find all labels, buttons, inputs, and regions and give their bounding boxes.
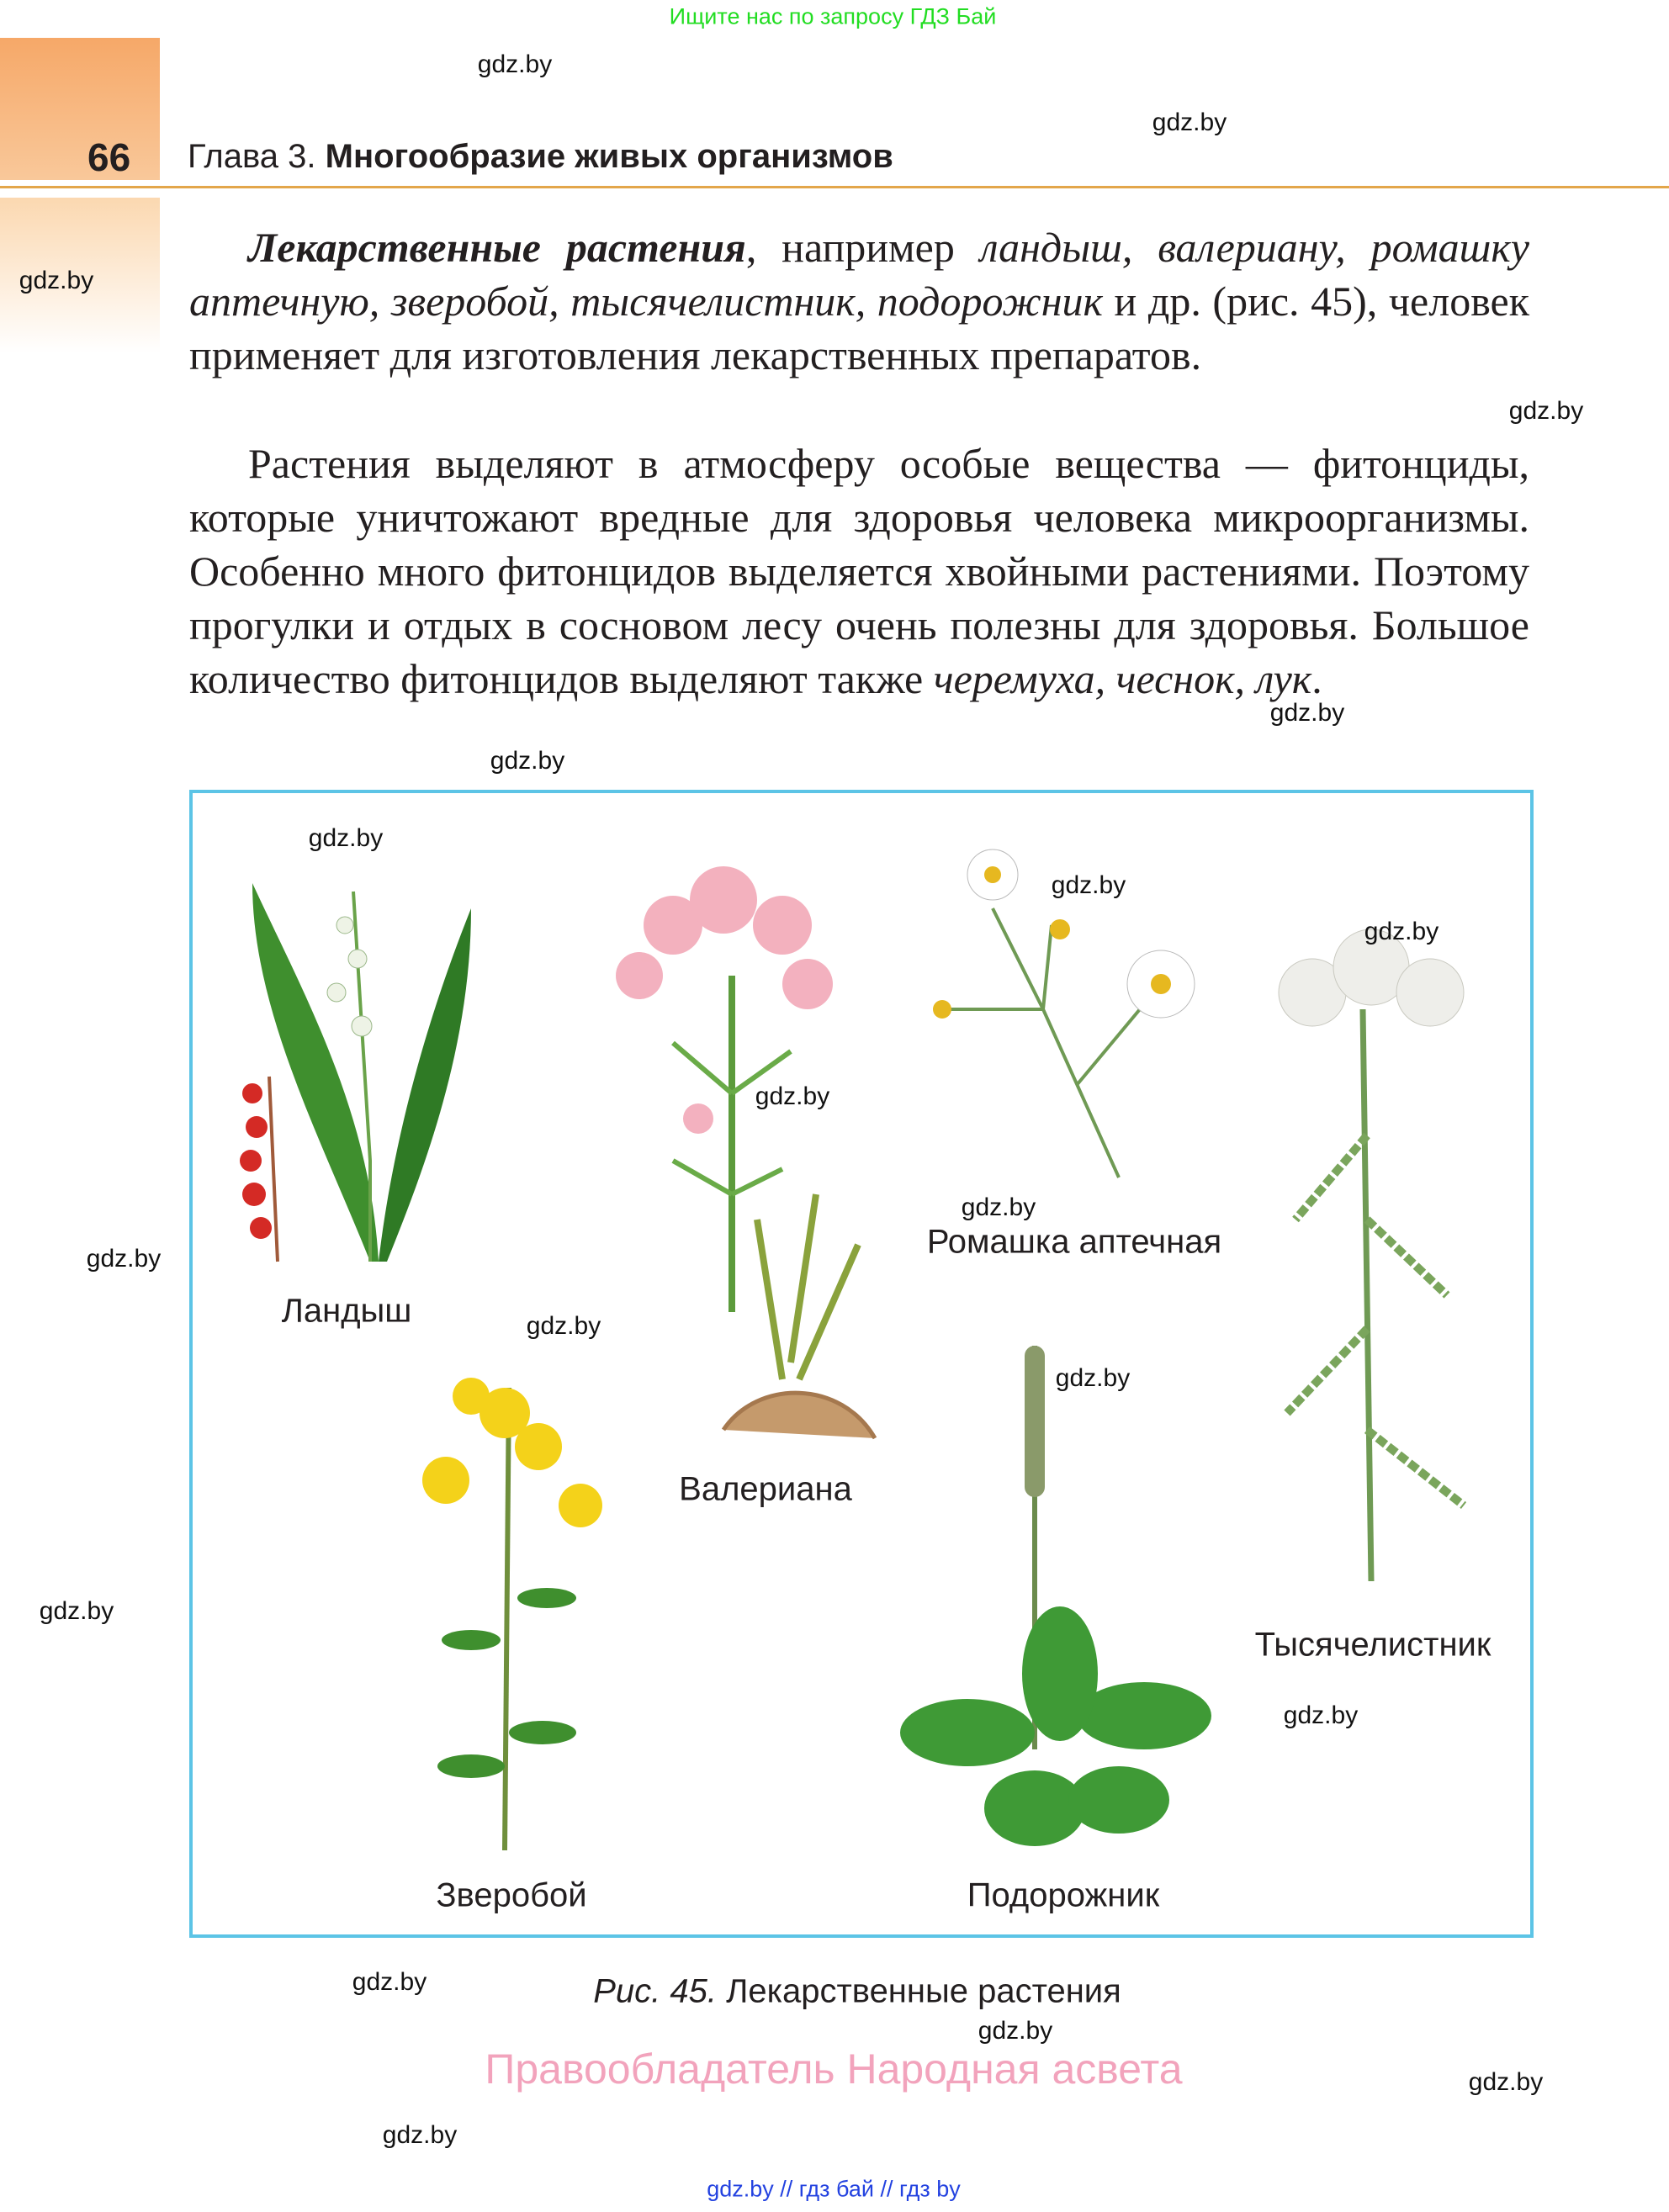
yarrow-illustration [1279,929,1464,1581]
caption-text: Лекарственные растения [716,1972,1121,2010]
label-plantain: Подорожник [967,1876,1160,1914]
label-valerian: Валериана [679,1470,852,1508]
label-st-johns-wort: Зверобой [436,1876,587,1914]
st-johns-wort-illustration [422,1378,602,1850]
valerian-illustration [616,866,875,1438]
plantain-illustration [900,1346,1211,1846]
watermark: gdz.by [1055,1364,1131,1392]
figure-caption [593,1973,1121,2011]
watermark: gdz.by [1364,918,1439,945]
watermark: gdz.by [19,267,94,294]
caption-number: Рис. 45. [593,1972,717,2010]
label-chamomile: Ромашка аптечная [926,1223,1222,1261]
examples: ландыш, валериану, ромашку аптечную, зверобой, тысячелистник, подорожник [189,224,1529,325]
footer-links[interactable]: gdz.by // гдз бай // гдз by [707,2176,961,2202]
lily-of-the-valley-illustration [240,883,471,1262]
term: Лекарственные растения [248,224,746,271]
watermark: gdz.by [526,1312,601,1340]
watermark: gdz.by [308,824,384,852]
watermark: gdz.by [1283,1701,1359,1729]
label-lily: Ландыш [281,1292,412,1330]
watermark: gdz.by [352,1968,427,1996]
search-banner[interactable]: Ищите нас по запросу ГДЗ Бай [669,3,997,29]
text: . [1311,655,1322,702]
examples: черемуха, чеснок, лук [933,655,1312,702]
watermark: gdz.by [1152,108,1227,136]
watermark: gdz.by [86,1245,162,1273]
text: Растения выделяют в атмосферу особые вещества — фитонциды, которые уничтожают вредные для здоровья человека микроорганизмы. Особенно много фитонцидов выделяется хвойными растениями. Поэтому прогулки и отдых в сосновом лесу очень полезны для здоровья. Большое количество фитонцидов выделяют также [189,440,1529,702]
chapter-prefix: Глава 3. [188,138,316,175]
watermark: gdz.by [477,50,553,78]
text: , например [745,224,980,271]
copyright-notice: Правообладатель Народная асвета [485,2045,1183,2093]
watermark: gdz.by [490,747,565,775]
page-number: 66 [87,135,131,179]
watermark: gdz.by [755,1082,830,1110]
watermark: gdz.by [978,2017,1053,2045]
watermark: gdz.by [39,1597,114,1625]
watermark: gdz.by [382,2121,458,2149]
watermark: gdz.by [1468,2068,1544,2096]
text: и др. (рис. 45), человек применяет для изготовления лекарственных препаратов. [189,278,1529,378]
watermark: gdz.by [1269,699,1345,727]
watermark: gdz.by [1051,871,1126,899]
chapter-title: Многообразие живых организмов [325,138,893,175]
label-yarrow: Тысячелистник [1254,1626,1492,1664]
watermark: gdz.by [1508,397,1584,425]
watermark: gdz.by [961,1193,1036,1221]
